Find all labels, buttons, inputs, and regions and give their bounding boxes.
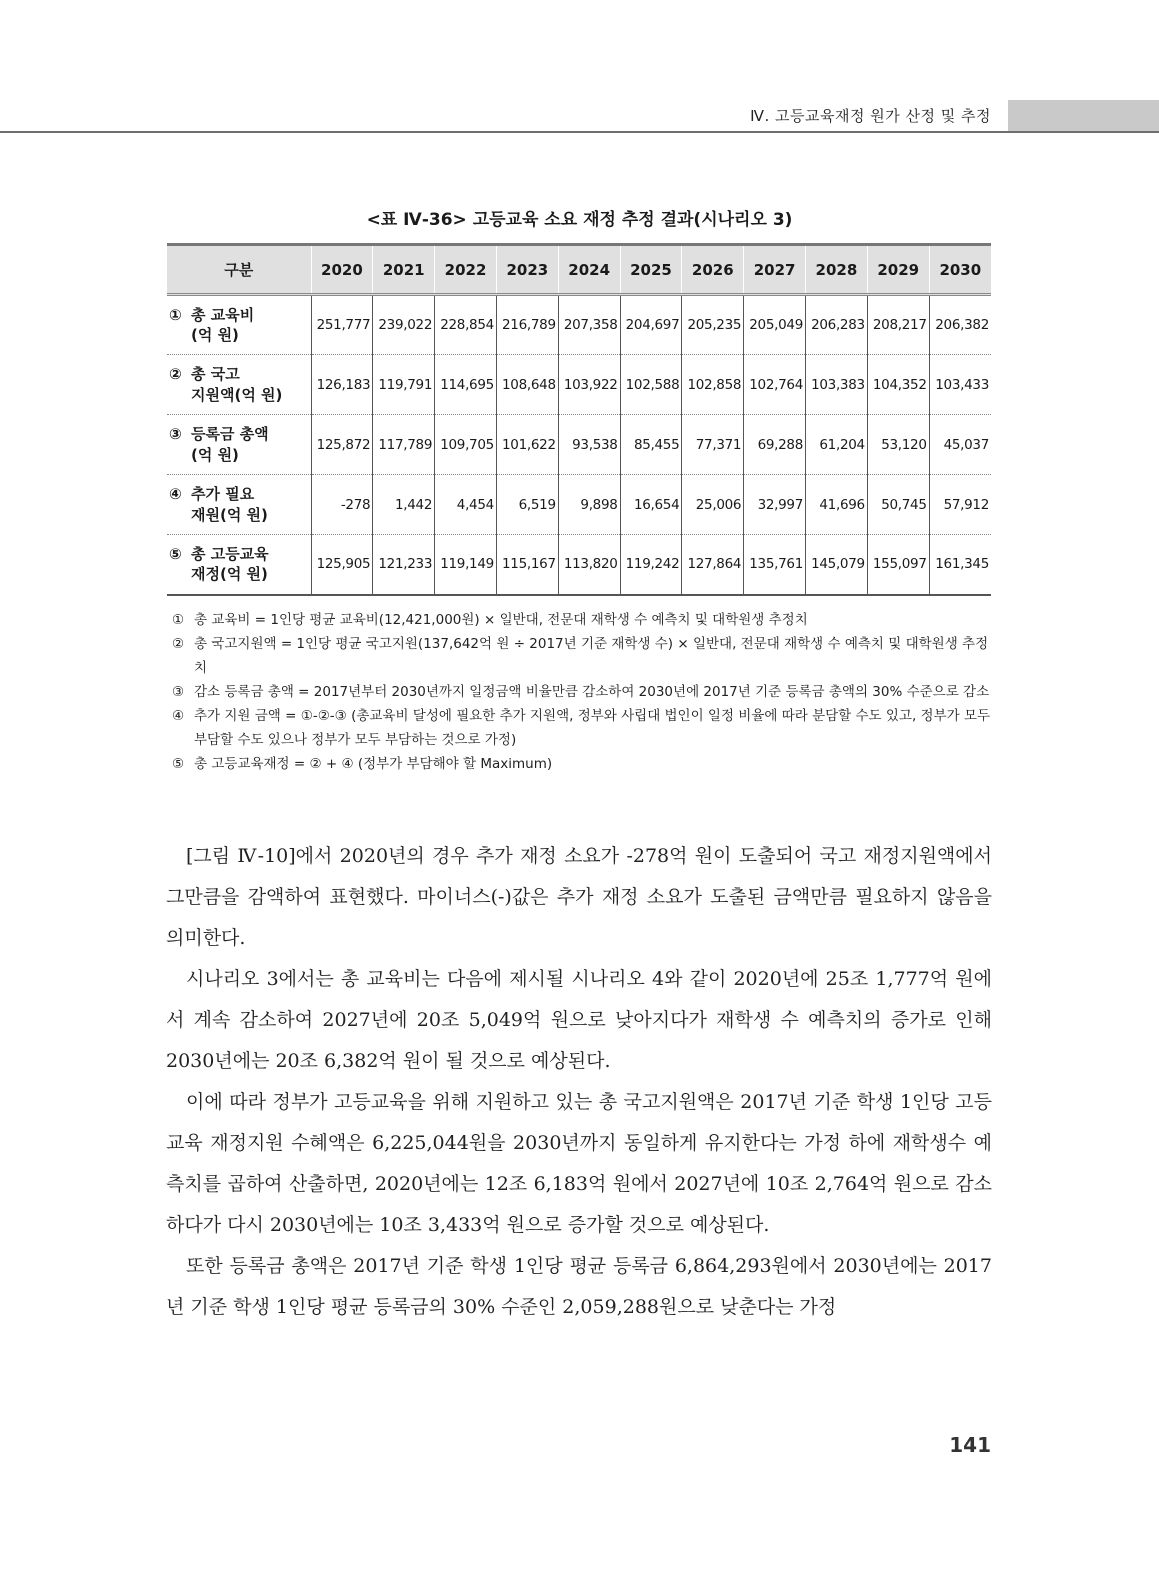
- body-paragraph: 또한 등록금 총액은 2017년 기준 학생 1인당 평균 등록금 6,864,293원에서 2030년에는 2017년 기준 학생 1인당 평균 등록금의 30% 수준인 2,059,288원으로 낮춘다는 가정: [166, 1255, 992, 1318]
- year-header: 2026: [682, 245, 744, 295]
- row-label: [167, 355, 311, 415]
- table-cell: 126,183: [311, 355, 373, 415]
- table-cell: 161,345: [929, 535, 991, 595]
- body-paragraph: 이에 따라 정부가 고등교육을 위해 지원하고 있는 총 국고지원액은 2017년 기준 학생 1인당 고등교육 재정지원 수혜액은 6,225,044원을 2030년까지 동일하게 유지한다는 가정 하에 재학생수 예측치를 곱하여 산출하면, 2020년에는 12조 6,183억 원에서 2027년에 10조 2,764억 원으로 감소하다가 다시 2030년에는 10조 3,433억 원으로 증가할 것으로 예상된다.: [166, 1091, 992, 1236]
- table-cell: 109,705: [435, 415, 497, 475]
- table-cell: 85,455: [620, 415, 682, 475]
- table-notes: [172, 608, 992, 776]
- row-label-line2: 재정(억 원): [191, 565, 268, 584]
- table-cell: 239,022: [373, 295, 435, 355]
- table-cell: 121,233: [373, 535, 435, 595]
- table-cell: 57,912: [929, 475, 991, 535]
- table-cell: 114,695: [435, 355, 497, 415]
- table-cell: 216,789: [496, 295, 558, 355]
- row-label-line1: 추가 필요: [191, 485, 255, 504]
- table-header-row: [167, 245, 991, 295]
- row-label: [167, 475, 311, 535]
- table-cell: 206,382: [929, 295, 991, 355]
- table-row: [167, 355, 991, 415]
- year-header: 2028: [806, 245, 868, 295]
- row-label: [167, 295, 311, 355]
- note-number: ②: [172, 636, 185, 652]
- year-header: 2020: [311, 245, 373, 295]
- table-cell: 61,204: [806, 415, 868, 475]
- year-header: 2029: [867, 245, 929, 295]
- year-header: 2027: [744, 245, 806, 295]
- row-label-line2: 지원액(억 원): [191, 385, 283, 404]
- table-cell: 41,696: [806, 475, 868, 535]
- row-number: ④: [169, 485, 182, 504]
- year-header: 2023: [496, 245, 558, 295]
- year-header: 2025: [620, 245, 682, 295]
- row-number: ⑤: [169, 545, 182, 563]
- row-label-line1: 총 고등교육: [191, 545, 269, 563]
- table-cell: 53,120: [867, 415, 929, 475]
- page-number: 141: [949, 1433, 991, 1457]
- table-cell: 9,898: [558, 475, 620, 535]
- row-label-line1: 총 교육비: [191, 305, 255, 324]
- table-cell: 204,697: [620, 295, 682, 355]
- row-number: ②: [169, 365, 182, 384]
- table-cell: 145,079: [806, 535, 868, 595]
- corner-header: 구분: [167, 245, 311, 295]
- year-header: 2022: [435, 245, 497, 295]
- table-body: [167, 295, 991, 595]
- row-label-line2: 재원(억 원): [191, 505, 268, 524]
- table-cell: 102,764: [744, 355, 806, 415]
- note-text: 총 교육비 = 1인당 평균 교육비(12,421,000원) × 일반대, 전문대 재학생 수 예측치 및 대학원생 추정치: [194, 612, 808, 628]
- table-cell: 102,588: [620, 355, 682, 415]
- table-cell: 93,538: [558, 415, 620, 475]
- table-row: [167, 535, 991, 595]
- note-text: 총 고등교육재정 = ② + ④ (정부가 부담해야 할 Maximum): [194, 756, 553, 772]
- table-cell: 45,037: [929, 415, 991, 475]
- year-header: 2024: [558, 245, 620, 295]
- table-cell: 1,442: [373, 475, 435, 535]
- table-row: [167, 415, 991, 475]
- row-number: ③: [169, 425, 182, 444]
- note-number: ①: [172, 612, 185, 628]
- note-number: ③: [172, 684, 185, 700]
- row-label: [167, 415, 311, 475]
- table-cell: 104,352: [867, 355, 929, 415]
- table-cell: 16,654: [620, 475, 682, 535]
- body-paragraph: 시나리오 3에서는 총 교육비는 다음에 제시될 시나리오 4와 같이 2020년에 25조 1,777억 원에서 계속 감소하여 2027년에 20조 5,049억 원으로 낮아지다가 재학생 수 예측치의 증가로 인해 2030년에는 20조 6,382억 원이 될 것으로 예상된다.: [166, 968, 992, 1072]
- table-cell: 205,049: [744, 295, 806, 355]
- table-cell: 113,820: [558, 535, 620, 595]
- year-header: 2030: [929, 245, 991, 295]
- table-cell: 119,791: [373, 355, 435, 415]
- table-cell: 69,288: [744, 415, 806, 475]
- note-item: [172, 608, 992, 632]
- note-number: ⑤: [172, 756, 185, 772]
- table-cell: 103,383: [806, 355, 868, 415]
- table-cell: 117,789: [373, 415, 435, 475]
- estimate-table: [167, 243, 991, 596]
- table-cell: 119,242: [620, 535, 682, 595]
- note-item: [172, 704, 992, 752]
- header-rule: [0, 131, 1159, 133]
- table-row: [167, 475, 991, 535]
- table-row: [167, 295, 991, 355]
- note-text: 감소 등록금 총액 = 2017년부터 2030년까지 일정금액 비율만큼 감소하여 2030년에 2017년 기준 등록금 총액의 30% 수준으로 감소: [194, 684, 990, 700]
- table-cell: 77,371: [682, 415, 744, 475]
- table-cell: -278: [311, 475, 373, 535]
- table-cell: 4,454: [435, 475, 497, 535]
- table-cell: 32,997: [744, 475, 806, 535]
- table-cell: 155,097: [867, 535, 929, 595]
- table-cell: 115,167: [496, 535, 558, 595]
- table-cell: 25,006: [682, 475, 744, 535]
- note-item: [172, 632, 992, 680]
- running-header: [0, 100, 1159, 134]
- row-label-line1: 총 국고: [191, 365, 240, 384]
- row-label: [167, 535, 311, 595]
- table-cell: 50,745: [867, 475, 929, 535]
- table-cell: 205,235: [682, 295, 744, 355]
- table-cell: 101,622: [496, 415, 558, 475]
- table-cell: 135,761: [744, 535, 806, 595]
- table-cell: 125,905: [311, 535, 373, 595]
- table-cell: 6,519: [496, 475, 558, 535]
- table-cell: 207,358: [558, 295, 620, 355]
- note-text: 총 국고지원액 = 1인당 평균 국고지원(137,642억 원 ÷ 2017년 기준 재학생 수) × 일반대, 전문대 재학생 수 예측치 및 대학원생 추정치: [194, 636, 989, 676]
- header-tab-block: [1008, 100, 1159, 131]
- note-item: [172, 752, 992, 776]
- note-item: [172, 680, 992, 704]
- table-cell: 127,864: [682, 535, 744, 595]
- note-number: ④: [172, 708, 185, 724]
- table-cell: 103,922: [558, 355, 620, 415]
- table-caption: <표 Ⅳ-36> 고등교육 소요 재정 추정 결과(시나리오 3): [366, 210, 793, 230]
- chapter-title: Ⅳ. 고등교육재정 원가 산정 및 추정: [750, 107, 991, 125]
- note-text: 추가 지원 금액 = ①-②-③ (총교육비 달성에 필요한 추가 지원액, 정부와 사립대 법인이 일정 비율에 따라 분담할 수도 있고, 정부가 모두 부담할 수도 있으나 정부가 모두 부담하는 것으로 가정): [194, 708, 991, 748]
- table-cell: 103,433: [929, 355, 991, 415]
- year-header: 2021: [373, 245, 435, 295]
- table-cell: 125,872: [311, 415, 373, 475]
- row-number: ①: [169, 305, 182, 324]
- table-cell: 102,858: [682, 355, 744, 415]
- table-cell: 208,217: [867, 295, 929, 355]
- table-cell: 119,149: [435, 535, 497, 595]
- body-text: [166, 836, 992, 1328]
- table-cell: 228,854: [435, 295, 497, 355]
- body-paragraph: [그림 Ⅳ-10]에서 2020년의 경우 추가 재정 소요가 -278억 원이 도출되어 국고 재정지원액에서 그만큼을 감액하여 표현했다. 마이너스(-)값은 추가 재정 소요가 도출된 금액만큼 필요하지 않음을 의미한다.: [166, 845, 992, 949]
- row-label-line2: (억 원): [191, 445, 239, 464]
- table-cell: 251,777: [311, 295, 373, 355]
- row-label-line2: (억 원): [191, 326, 239, 344]
- table-cell: 206,283: [806, 295, 868, 355]
- table-cell: 108,648: [496, 355, 558, 415]
- row-label-line1: 등록금 총액: [191, 425, 269, 444]
